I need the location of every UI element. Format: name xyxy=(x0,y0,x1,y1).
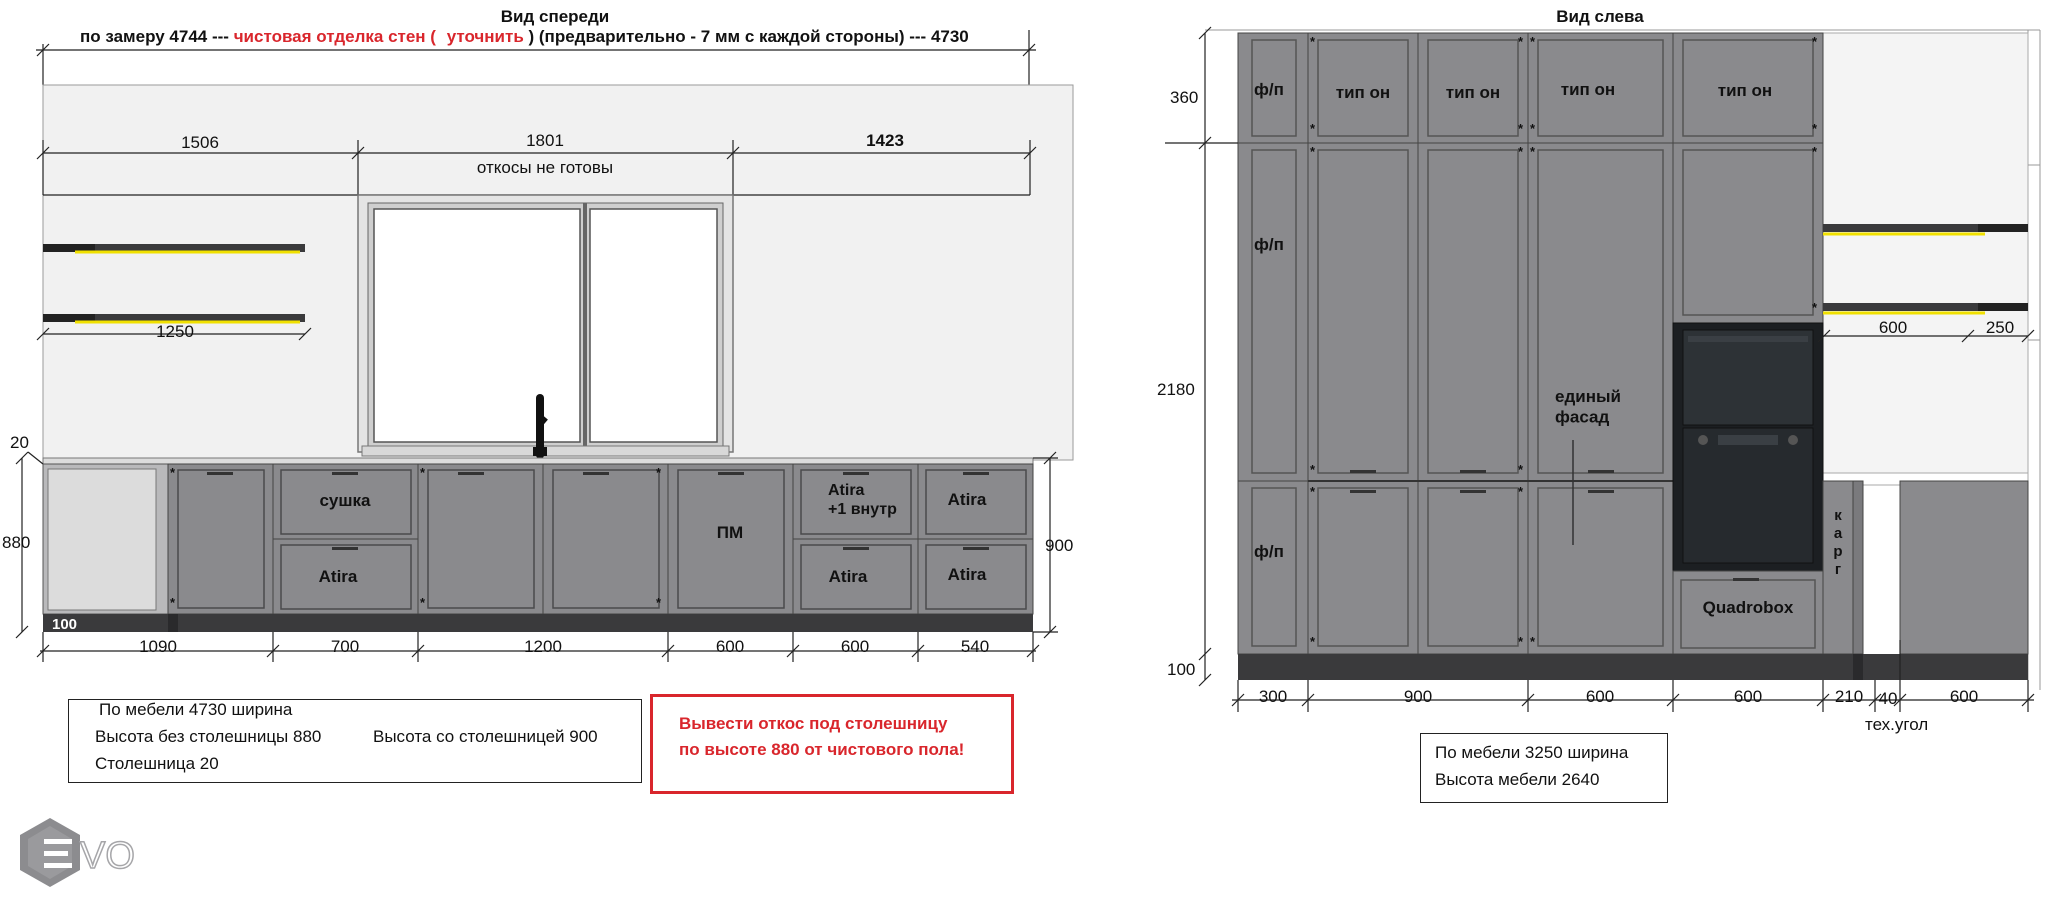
svg-text:*: * xyxy=(1310,462,1316,477)
svg-text:*: * xyxy=(1530,34,1536,49)
svg-text:*: * xyxy=(1812,144,1818,159)
svg-text:*: * xyxy=(656,595,662,610)
slopes-note: откосы не готовы xyxy=(476,158,614,177)
window xyxy=(358,195,733,456)
dim-side-bottom-7: 600 xyxy=(1949,687,1979,706)
dim-side-bottom-6: 40 xyxy=(1878,689,1898,708)
dim-bottom-2: 700 xyxy=(330,637,360,656)
svg-text:*: * xyxy=(1518,484,1524,499)
karg-label: к а р г xyxy=(1833,507,1843,578)
dim-upper-1: 1506 xyxy=(181,133,219,152)
svg-text:*: * xyxy=(1310,484,1316,499)
svg-text:*: * xyxy=(170,595,176,610)
svg-text:*: * xyxy=(1518,462,1524,477)
svg-text:*: * xyxy=(1310,144,1316,159)
side-info-box xyxy=(1420,733,1668,803)
dim-bottom-1: 1090 xyxy=(139,637,177,656)
front-view-title: Вид спереди xyxy=(500,7,610,26)
dim-upper-3: 1423 xyxy=(866,131,904,150)
dim-bottom-3: 1200 xyxy=(524,637,562,656)
svg-text:*: * xyxy=(1530,634,1536,649)
cab-dryer-label: сушка xyxy=(319,491,371,510)
svg-text:*: * xyxy=(1518,34,1524,49)
dim-side-100: 100 xyxy=(1167,660,1196,679)
dim-bottom-5: 600 xyxy=(840,637,870,656)
front-info-line-2b: Высота со столешницей 900 xyxy=(373,727,598,746)
side-info-line-2: Высота мебели 2640 xyxy=(1435,770,1600,789)
dim-side-2180: 2180 xyxy=(1157,380,1195,399)
svg-text:*: * xyxy=(1310,121,1316,136)
cab-atira-2-label: Atira xyxy=(828,567,868,586)
type-label-1: тип он xyxy=(1335,83,1391,102)
single-facade-label: единый фасад xyxy=(1555,387,1621,427)
svg-text:*: * xyxy=(1530,121,1536,136)
panel-label-2: ф/п xyxy=(1254,235,1284,254)
dim-upper-2: 1801 xyxy=(526,131,564,150)
svg-text:*: * xyxy=(1518,634,1524,649)
svg-text:*: * xyxy=(1812,121,1818,136)
svg-text:*: * xyxy=(420,465,426,480)
front-info-line-2a: Высота без столешницы 880 xyxy=(95,727,322,746)
type-label-2: тип он xyxy=(1445,83,1501,102)
svg-text:*: * xyxy=(656,465,662,480)
warning-box xyxy=(650,694,1014,794)
evo-logo xyxy=(20,818,135,887)
dim-height-900: 900 xyxy=(1045,536,1074,555)
dim-side-bottom-2: 900 xyxy=(1403,687,1433,706)
dim-side-bottom-1: 300 xyxy=(1258,687,1288,706)
front-view xyxy=(2,7,1073,662)
panel-label-1: ф/п xyxy=(1254,80,1284,99)
svg-text:*: * xyxy=(170,465,176,480)
dim-side-bottom-4: 600 xyxy=(1733,687,1763,706)
dim-bottom-4: 600 xyxy=(715,637,745,656)
side-left-dimensions xyxy=(1165,27,1238,686)
front-info-line-1: По мебели 4730 ширина xyxy=(99,700,293,719)
svg-text:*: * xyxy=(1518,121,1524,136)
type-label-4: тип он xyxy=(1717,81,1773,100)
countertop xyxy=(43,458,1033,464)
dim-height-880: 880 xyxy=(2,533,31,552)
svg-text:*: * xyxy=(1530,144,1536,159)
plinth-label: 100 xyxy=(52,616,78,633)
quadrobox-label: Quadrobox xyxy=(1702,598,1794,617)
dim-side-bottom-5: 210 xyxy=(1834,687,1864,706)
type-label-3: тип он xyxy=(1560,80,1616,99)
front-measure-line: по замеру 4744 --- чистовая отделка стен ( уточнить ) (предварительно - 7 мм с каждой стороны) --- 4730 xyxy=(80,27,969,46)
svg-text:*: * xyxy=(420,595,426,610)
side-shelf-dim-2: 250 xyxy=(1985,318,2015,337)
cab-atira-4-label: Atira xyxy=(947,565,987,584)
front-info-box xyxy=(68,699,642,783)
svg-text:*: * xyxy=(1812,34,1818,49)
dim-side-bottom-3: 600 xyxy=(1585,687,1615,706)
side-wall xyxy=(1822,33,2028,473)
side-view xyxy=(1157,7,2040,734)
svg-text:*: * xyxy=(1812,300,1818,315)
dim-bottom-6: 540 xyxy=(960,637,990,656)
cab-atira-3-label: Atira xyxy=(947,490,987,509)
warning-line-2: по высоте 880 от чистового пола! xyxy=(679,740,965,759)
side-info-line-1: По мебели 3250 ширина xyxy=(1435,743,1629,762)
base-cabinets xyxy=(43,464,1033,632)
logo-text: VO xyxy=(80,835,135,877)
cab-dishwasher-label: ПМ xyxy=(716,523,744,542)
svg-text:*: * xyxy=(1310,34,1316,49)
cab-atira-inner-label: Atira +1 внутр xyxy=(828,482,897,519)
dim-countertop: 20 xyxy=(10,433,29,452)
cab-atira-1-label: Atira xyxy=(318,567,358,586)
side-view-title: Вид слева xyxy=(1556,7,1644,26)
dim-side-360: 360 xyxy=(1170,88,1199,107)
svg-text:*: * xyxy=(1518,144,1524,159)
warning-line-1: Вывести откос под столешницу xyxy=(679,714,948,733)
front-info-line-3: Столешница 20 xyxy=(95,754,219,773)
panel-label-3: ф/п xyxy=(1254,542,1284,561)
side-shelf-dim-1: 600 xyxy=(1878,318,1908,337)
shelf-dimension: 1250 xyxy=(156,322,194,341)
tech-corner-label: тех.угол xyxy=(1865,715,1929,734)
svg-text:*: * xyxy=(1310,634,1316,649)
